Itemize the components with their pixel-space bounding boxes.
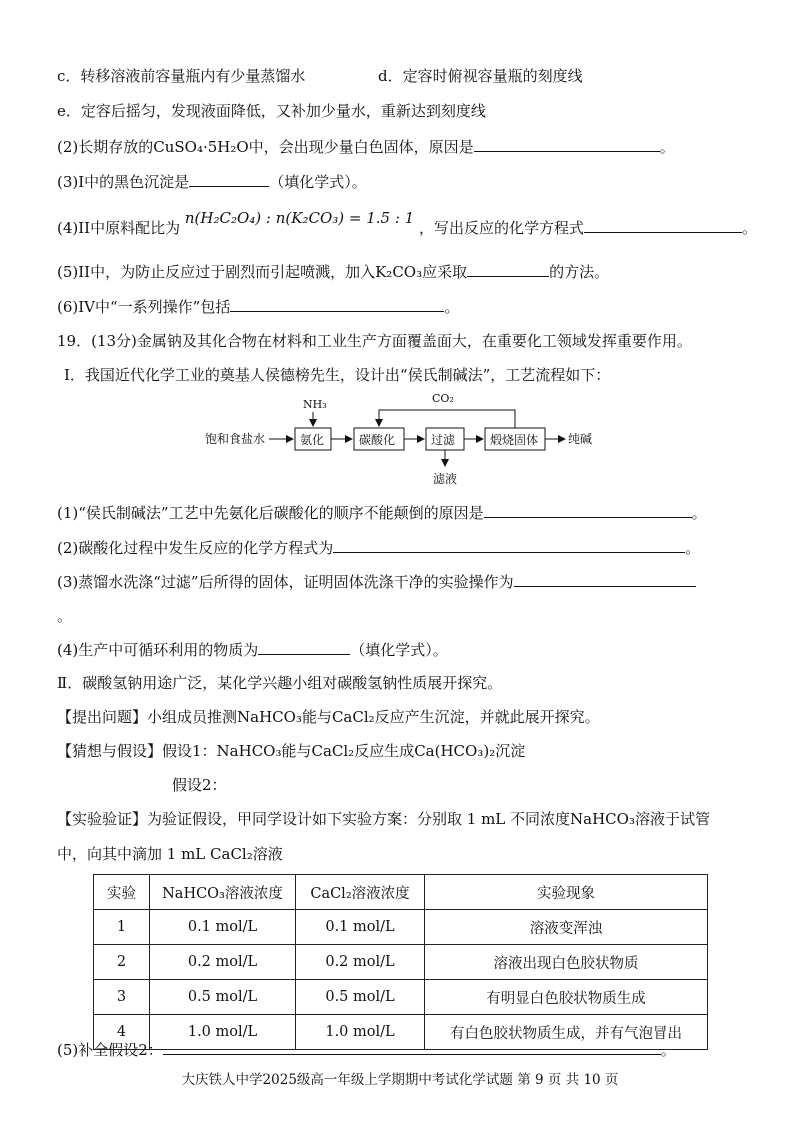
hypothesis-2: 假设2： xyxy=(172,776,227,794)
part-1: (1)“侯氏制碱法”工艺中先氨化后碳酸化的顺序不能颠倒的原因是 。 xyxy=(57,501,707,524)
ratio-formula: n(H₂C₂O₄) : n(K₂CO₃) = 1.5 : 1 xyxy=(184,209,415,227)
question-4: (4)II中原料配比为 n(H₂C₂O₄) : n(K₂CO₃) = 1.5 : 1 ，写出反应的化学方程式 。 xyxy=(57,209,758,237)
answer-blank[interactable] xyxy=(484,501,692,518)
section-II-title: Ⅱ．碳酸氢钠用途广泛，某化学兴趣小组对碳酸氢钠性质展开探究。 xyxy=(57,674,503,692)
question-6: (6)IV中“一系列操作”包括 。 xyxy=(57,295,459,318)
answer-blank[interactable] xyxy=(189,170,269,187)
flow-end-label: 纯碱 xyxy=(568,432,593,446)
verify-line-1: 【实验验证】为验证假设，甲同学设计如下实验方案：分别取 1 mL 不同浓度NaHCO₃溶液于试管 xyxy=(57,810,710,828)
answer-blank[interactable] xyxy=(584,216,742,233)
table-row: 2 0.2 mol/L 0.2 mol/L 溶液出现白色胶状物质 xyxy=(94,945,708,980)
flow-step-carbonation-label: 碳酸化 xyxy=(359,433,396,447)
option-e: e．定容后摇匀，发现液面降低，又补加少量水，重新达到刻度线 xyxy=(57,102,486,120)
table-header: 实验现象 xyxy=(425,875,708,910)
part-5: (5)补全假设2： 。 xyxy=(57,1038,676,1061)
answer-blank[interactable] xyxy=(163,1038,661,1055)
table-row: 1 0.1 mol/L 0.1 mol/L 溶液变浑浊 xyxy=(94,910,708,945)
table-header: NaHCO₃溶液浓度 xyxy=(150,875,296,910)
hypothesis-1: 【猜想与假设】假设1：NaHCO₃能与CaCl₂反应生成Ca(HCO₃)₂沉淀 xyxy=(57,742,526,760)
flow-co2-label: CO₂ xyxy=(432,392,454,405)
part-3-period: 。 xyxy=(57,607,73,625)
flow-start-label: 饱和食盐水 xyxy=(205,432,266,446)
question-19-title: 19．(13分)金属钠及其化合物在材料和工业生产方面覆盖面大，在重要化工领域发挥重要作用。 xyxy=(57,332,692,350)
answer-blank[interactable] xyxy=(258,638,350,655)
section-I-title: Ⅰ．我国近代化学工业的奠基人侯德榜先生，设计出“侯氏制碱法”，工艺流程如下： xyxy=(64,366,611,384)
flow-nh3-label: NH₃ xyxy=(303,398,327,411)
part-2: (2)碳酸化过程中发生反应的化学方程式为 。 xyxy=(57,536,700,559)
table-header-row xyxy=(94,875,708,910)
part-4: (4)生产中可循环利用的物质为 （填化学式）。 xyxy=(57,638,448,661)
flow-step-filtration-label: 过滤 xyxy=(431,433,456,447)
verify-line-2: 中，向其中滴加 1 mL CaCl₂溶液 xyxy=(57,845,283,863)
option-d: d．定容时俯视容量瓶的刻度线 xyxy=(378,67,583,85)
page-footer: 大庆铁人中学2025级高一年级上学期期中考试化学试题 第 9 页 共 10 页 xyxy=(181,1072,619,1088)
answer-blank[interactable] xyxy=(333,536,685,553)
answer-blank[interactable] xyxy=(230,295,444,312)
answer-blank[interactable] xyxy=(474,135,660,152)
part-3: (3)蒸馏水洗涤“过滤”后所得的固体，证明固体洗涤干净的实验操作为 xyxy=(57,570,696,593)
option-c: c．转移溶液前容量瓶内有少量蒸馏水 xyxy=(57,67,306,85)
experiment-table xyxy=(93,874,708,1050)
table-row: 4 1.0 mol/L 1.0 mol/L 有白色胶状物质生成，并有气泡冒出 xyxy=(94,1015,708,1050)
question-2: (2)长期存放的CuSO₄·5H₂O中，会出现少量白色固体，原因是 。 xyxy=(57,135,675,158)
question-5: (5)II中，为防止反应过于剧烈而引起喷溅，加入K₂CO₃应采取 的方法。 xyxy=(57,260,609,283)
flow-step-calcination-label: 煅烧固体 xyxy=(490,433,539,447)
table-header: 实验 xyxy=(94,875,150,910)
answer-blank[interactable] xyxy=(467,260,549,277)
table-header: CaCl₂溶液浓度 xyxy=(296,875,425,910)
answer-blank[interactable] xyxy=(514,570,696,587)
flow-filtrate-label: 滤液 xyxy=(433,472,458,486)
table-row: 3 0.5 mol/L 0.5 mol/L 有明显白色胶状物质生成 xyxy=(94,980,708,1015)
question-3: (3)I中的黑色沉淀是 （填化学式）。 xyxy=(57,170,367,193)
raise-question: 【提出问题】小组成员推测NaHCO₃能与CaCl₂反应产生沉淀，并就此展开探究。 xyxy=(57,708,600,726)
process-flow-diagram xyxy=(195,388,615,488)
flow-step-ammoniation-label: 氨化 xyxy=(300,433,325,447)
